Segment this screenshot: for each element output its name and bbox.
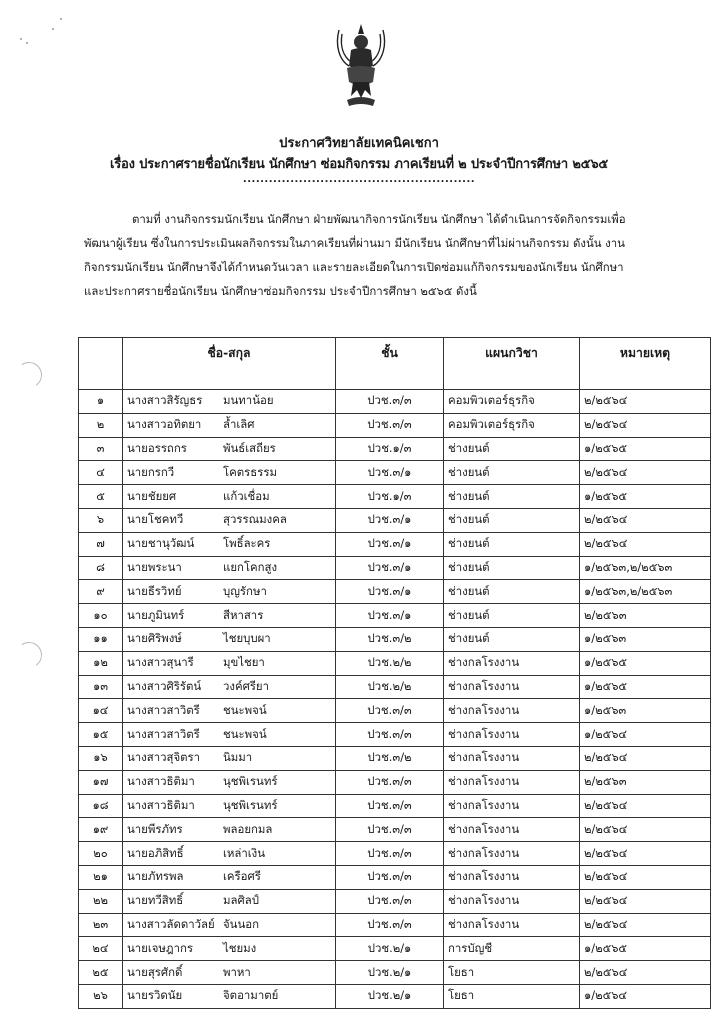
scan-speck: [20, 38, 22, 40]
row-number: ๓: [79, 437, 123, 461]
student-name-cell: [123, 651, 336, 675]
remark: ๒/๒๕๖๔: [580, 746, 711, 770]
row-number: ๑๖: [79, 746, 123, 770]
last-name: พลอยกมล: [223, 821, 273, 836]
department: ช่างกลโรงงาน: [444, 865, 580, 889]
last-name: โคตรธรรม: [223, 464, 277, 479]
student-name-cell: [123, 461, 336, 485]
row-number: ๔: [79, 461, 123, 485]
table-row: [79, 413, 711, 437]
first-name: นายอรรถกร: [127, 440, 187, 455]
binder-hole-mark: [14, 360, 44, 390]
class-level: ปวช.๓/๑: [336, 604, 444, 628]
student-name-cell: [123, 723, 336, 747]
student-name-cell: [123, 580, 336, 604]
last-name: บุญรักษา: [223, 583, 267, 598]
row-number: ๑๔: [79, 699, 123, 723]
remark: ๑/๒๕๖๓,๒/๒๕๖๓: [580, 556, 711, 580]
department: โยธา: [444, 984, 580, 1008]
student-name-cell: [123, 413, 336, 437]
row-number: ๒๕: [79, 961, 123, 985]
remark: ๑/๒๕๖๕: [580, 937, 711, 961]
row-number: ๑: [79, 390, 123, 414]
last-name: ชนะพจน์: [223, 726, 267, 741]
column-header-level: ชั้น: [336, 338, 444, 390]
department: ช่างกลโรงงาน: [444, 699, 580, 723]
table-row: [79, 889, 711, 913]
remark: ๒/๒๕๖๔: [580, 413, 711, 437]
first-name: นางสาวอทิตยา: [127, 417, 202, 432]
class-level: ปวช.๒/๑: [336, 937, 444, 961]
remark: ๒/๒๕๖๔: [580, 818, 711, 842]
class-level: ปวช.๓/๓: [336, 794, 444, 818]
student-name-cell: [123, 937, 336, 961]
student-name-cell: [123, 699, 336, 723]
class-level: ปวช.๓/๓: [336, 842, 444, 866]
announcement-body: [84, 207, 684, 303]
class-level: ปวช.๓/๓: [336, 413, 444, 437]
body-line: กิจกรรมนักเรียน นักศึกษาจึงได้กำหนดวันเวลา และรายละเอียดในการเปิดซ่อมแก้กิจกรรมของนักเรียน นักศึกษา: [84, 260, 624, 274]
department: ช่างยนต์: [444, 580, 580, 604]
student-name-cell: [123, 746, 336, 770]
row-number: ๕: [79, 485, 123, 509]
last-name: สุวรรณมงคล: [223, 512, 287, 527]
table-row: [79, 699, 711, 723]
class-level: ปวช.๓/๑: [336, 461, 444, 485]
last-name: นิมมา: [223, 750, 253, 765]
last-name: แก้วเชื่อม: [223, 488, 270, 503]
remark: ๑/๒๕๖๓: [580, 627, 711, 651]
table-row: [79, 485, 711, 509]
class-level: ปวช.๒/๑: [336, 961, 444, 985]
last-name: สีหาสาร: [223, 607, 264, 622]
department: ช่างกลโรงงาน: [444, 889, 580, 913]
first-name: นางสาวธิติมา: [127, 774, 195, 789]
remark: ๒/๒๕๖๔: [580, 889, 711, 913]
department: ช่างยนต์: [444, 627, 580, 651]
student-name-cell: [123, 437, 336, 461]
remark: ๒/๒๕๖๔: [580, 794, 711, 818]
last-name: วงค์ศรียา: [223, 678, 269, 693]
last-name: จิตอามาตย์: [223, 988, 279, 1003]
scan-speck: [52, 28, 54, 30]
last-name: ไชยมง: [223, 940, 257, 955]
last-name: นุชพิเรนทร์: [223, 797, 278, 812]
first-name: นางสาวธิติมา: [127, 797, 195, 812]
remark: ๑/๒๕๖๕: [580, 675, 711, 699]
class-level: ปวช.๓/๓: [336, 889, 444, 913]
class-level: ปวช.๓/๓: [336, 913, 444, 937]
student-name-cell: [123, 390, 336, 414]
class-level: ปวช.๒/๒: [336, 675, 444, 699]
row-number: ๑๕: [79, 723, 123, 747]
first-name: นางสาวสิรัญธร: [127, 393, 203, 408]
first-name: นางสาวศิริรัตน์: [127, 678, 202, 693]
table-row: [79, 746, 711, 770]
first-name: นายสุรศักดิ์: [127, 964, 183, 979]
department: ช่างกลโรงงาน: [444, 675, 580, 699]
first-name: นางสาวลัดดาวัลย์: [127, 916, 215, 931]
last-name: นุชพิเรนทร์: [223, 774, 278, 789]
row-number: ๗: [79, 532, 123, 556]
department: ช่างยนต์: [444, 508, 580, 532]
department: ช่างกลโรงงาน: [444, 651, 580, 675]
remark: ๒/๒๕๖๔: [580, 461, 711, 485]
scan-speck: [60, 18, 62, 20]
remark: ๑/๒๕๖๕: [580, 485, 711, 509]
first-name: นางสาวสุนารี: [127, 655, 194, 670]
first-name: นางสาวสาวิตรี: [127, 726, 200, 741]
student-name-cell: [123, 818, 336, 842]
student-name-cell: [123, 675, 336, 699]
remark: ๑/๒๕๖๔: [580, 723, 711, 747]
table-row: [79, 794, 711, 818]
class-level: ปวช.๓/๑: [336, 580, 444, 604]
first-name: นายศิริพงษ์: [127, 631, 182, 646]
row-number: ๒๐: [79, 842, 123, 866]
table-row: [79, 818, 711, 842]
row-number: ๒: [79, 413, 123, 437]
remark: ๒/๒๕๖๓: [580, 770, 711, 794]
class-level: ปวช.๓/๓: [336, 723, 444, 747]
student-name-cell: [123, 984, 336, 1008]
row-number: ๑๘: [79, 794, 123, 818]
row-number: ๑๙: [79, 818, 123, 842]
first-name: นายโชคทวี: [127, 512, 184, 527]
last-name: เครือศรี: [223, 869, 261, 884]
table-row: [79, 984, 711, 1008]
remark: ๒/๒๕๖๔: [580, 390, 711, 414]
student-name-cell: [123, 508, 336, 532]
table-row: [79, 390, 711, 414]
remark: ๒/๒๕๖๔: [580, 913, 711, 937]
last-name: พันธ์เสถียร: [223, 440, 276, 455]
last-name: โพธิ์ละคร: [223, 536, 271, 551]
department: คอมพิวเตอร์ธุรกิจ: [444, 413, 580, 437]
body-line: และประกาศรายชื่อนักเรียน นักศึกษาซ่อมกิจกรรม ประจำปีการศึกษา ๒๕๖๕ ดังนี้: [84, 284, 477, 298]
department: ช่างกลโรงงาน: [444, 818, 580, 842]
table-row: [79, 627, 711, 651]
row-number: ๑๐: [79, 604, 123, 628]
table-row: [79, 556, 711, 580]
table-row: [79, 937, 711, 961]
first-name: นายกรกวี: [127, 464, 175, 479]
row-number: ๑๓: [79, 675, 123, 699]
first-name: นายภูมินทร์: [127, 607, 185, 622]
last-name: มนทาน้อย: [223, 393, 274, 408]
first-name: นายทวีสิทธิ์: [127, 893, 184, 908]
student-list-table: [78, 337, 711, 1009]
student-name-cell: [123, 485, 336, 509]
class-level: ปวช.๓/๓: [336, 390, 444, 414]
class-level: ปวช.๓/๑: [336, 532, 444, 556]
first-name: นายภัทรพล: [127, 869, 184, 884]
column-header-department: แผนกวิชา: [444, 338, 580, 390]
row-number: ๒๑: [79, 865, 123, 889]
row-number: ๘: [79, 556, 123, 580]
announcement-subject: เรื่อง ประกาศรายชื่อนักเรียน นักศึกษา ซ่อมกิจกรรม ภาคเรียนที่ ๒ ประจำปีการศึกษา ๒๕๖๕: [109, 157, 609, 172]
table-row: [79, 604, 711, 628]
binder-hole-mark: [14, 640, 44, 670]
remark: ๒/๒๕๖๔: [580, 842, 711, 866]
first-name: นายพระนา: [127, 559, 182, 574]
class-level: ปวช.๓/๑: [336, 508, 444, 532]
student-name-cell: [123, 865, 336, 889]
table-row: [79, 437, 711, 461]
scan-speck: [26, 42, 28, 44]
department: ช่างกลโรงงาน: [444, 746, 580, 770]
column-header-remark: หมายเหตุ: [580, 338, 711, 390]
class-level: ปวช.๒/๒: [336, 651, 444, 675]
first-name: นายพีรภัทร: [127, 821, 183, 836]
row-number: ๙: [79, 580, 123, 604]
last-name: มลศิลป์: [223, 893, 259, 908]
last-name: พาหา: [223, 964, 251, 979]
last-name: จันนอก: [223, 916, 259, 931]
first-name: นายชัยยศ: [127, 488, 177, 503]
table-body: [79, 390, 711, 1009]
body-line: พัฒนาผู้เรียน ซึ่งในการประเมินผลกิจกรรมในภาคเรียนที่ผ่านมา มีนักเรียน นักศึกษาที่ไม่ผ่านกิจกรรม ดังนั้น งาน: [84, 236, 625, 250]
department: การบัญชี: [444, 937, 580, 961]
row-number: ๒๓: [79, 913, 123, 937]
first-name: นางสาวสาวิตรี: [127, 702, 200, 717]
last-name: มุขไชยา: [223, 655, 265, 670]
remark: ๑/๒๕๖๓: [580, 699, 711, 723]
class-level: ปวช.๓/๓: [336, 865, 444, 889]
table-row: [79, 532, 711, 556]
remark: ๒/๒๕๖๔: [580, 961, 711, 985]
table-row: [79, 913, 711, 937]
first-name: นายรวิดนัย: [127, 988, 183, 1003]
department: ช่างยนต์: [444, 532, 580, 556]
department: ช่างกลโรงงาน: [444, 913, 580, 937]
department: ช่างยนต์: [444, 461, 580, 485]
remark: ๑/๒๕๖๔: [580, 984, 711, 1008]
first-name: นางสาวสุจิตรา: [127, 750, 201, 765]
remark: ๒/๒๕๖๓: [580, 604, 711, 628]
last-name: เหล่าเงิน: [223, 845, 266, 860]
row-number: ๒๔: [79, 937, 123, 961]
department: ช่างยนต์: [444, 556, 580, 580]
row-number: ๒๖: [79, 984, 123, 1008]
garuda-emblem-icon: [333, 20, 389, 110]
table-row: [79, 675, 711, 699]
table-row: [79, 651, 711, 675]
student-name-cell: [123, 627, 336, 651]
table-row: [79, 842, 711, 866]
first-name: นายชานุวัฒน์: [127, 536, 195, 551]
table-row: [79, 961, 711, 985]
department: ช่างกลโรงงาน: [444, 794, 580, 818]
class-level: ปวช.๓/๒: [336, 627, 444, 651]
table-header-row: [79, 338, 711, 390]
student-name-cell: [123, 889, 336, 913]
department: ช่างยนต์: [444, 604, 580, 628]
body-line: ตามที่ งานกิจกรรมนักเรียน นักศึกษา ฝ่ายพัฒนากิจการนักเรียน นักศึกษา ได้ดำเนินการจัดกิจกรรมเพื่อ: [132, 212, 626, 226]
student-name-cell: [123, 913, 336, 937]
remark: ๑/๒๕๖๕: [580, 437, 711, 461]
last-name: แยกโคกสูง: [223, 559, 278, 574]
student-name-cell: [123, 556, 336, 580]
column-header-name: ชื่อ-สกุล: [123, 338, 336, 390]
row-number: ๑๑: [79, 627, 123, 651]
announcement-institution: ประกาศวิทยาลัยเทคนิคเชกา: [279, 136, 439, 151]
table-row: [79, 580, 711, 604]
remark: ๒/๒๕๖๔: [580, 508, 711, 532]
department: ช่างกลโรงงาน: [444, 842, 580, 866]
table-row: [79, 865, 711, 889]
first-name: นายธีรวิทย์: [127, 583, 182, 598]
student-name-cell: [123, 604, 336, 628]
last-name: ไชยบุบผา: [223, 631, 271, 646]
table-row: [79, 723, 711, 747]
row-number: ๑๗: [79, 770, 123, 794]
row-number: ๖: [79, 508, 123, 532]
department: ช่างกลโรงงาน: [444, 723, 580, 747]
class-level: ปวช.๓/๓: [336, 770, 444, 794]
row-number: ๑๒: [79, 651, 123, 675]
remark: ๑/๒๕๖๓,๒/๒๕๖๓: [580, 580, 711, 604]
row-number: ๒๒: [79, 889, 123, 913]
table-row: [79, 508, 711, 532]
class-level: ปวช.๓/๑: [336, 556, 444, 580]
department: คอมพิวเตอร์ธุรกิจ: [444, 390, 580, 414]
class-level: ปวช.๓/๓: [336, 818, 444, 842]
last-name: ชนะพจน์: [223, 702, 267, 717]
title-separator: ......................................................: [242, 174, 476, 185]
table-row: [79, 461, 711, 485]
remark: ๒/๒๕๖๔: [580, 532, 711, 556]
department: ช่างยนต์: [444, 485, 580, 509]
remark: ๒/๒๕๖๔: [580, 865, 711, 889]
department: ช่างกลโรงงาน: [444, 770, 580, 794]
table-row: [79, 770, 711, 794]
department: โยธา: [444, 961, 580, 985]
class-level: ปวช.๒/๑: [336, 984, 444, 1008]
student-name-cell: [123, 961, 336, 985]
remark: ๑/๒๕๖๕: [580, 651, 711, 675]
student-name-cell: [123, 842, 336, 866]
student-name-cell: [123, 794, 336, 818]
student-name-cell: [123, 770, 336, 794]
first-name: นายเจษฎากร: [127, 940, 193, 955]
class-level: ปวช.๓/๓: [336, 699, 444, 723]
class-level: ปวช.๑/๓: [336, 437, 444, 461]
department: ช่างยนต์: [444, 437, 580, 461]
first-name: นายอภิสิทธิ์: [127, 845, 184, 860]
last-name: ล้ำเลิศ: [223, 417, 255, 432]
class-level: ปวช.๑/๓: [336, 485, 444, 509]
column-header-no: [79, 338, 123, 390]
class-level: ปวช.๓/๒: [336, 746, 444, 770]
student-name-cell: [123, 532, 336, 556]
